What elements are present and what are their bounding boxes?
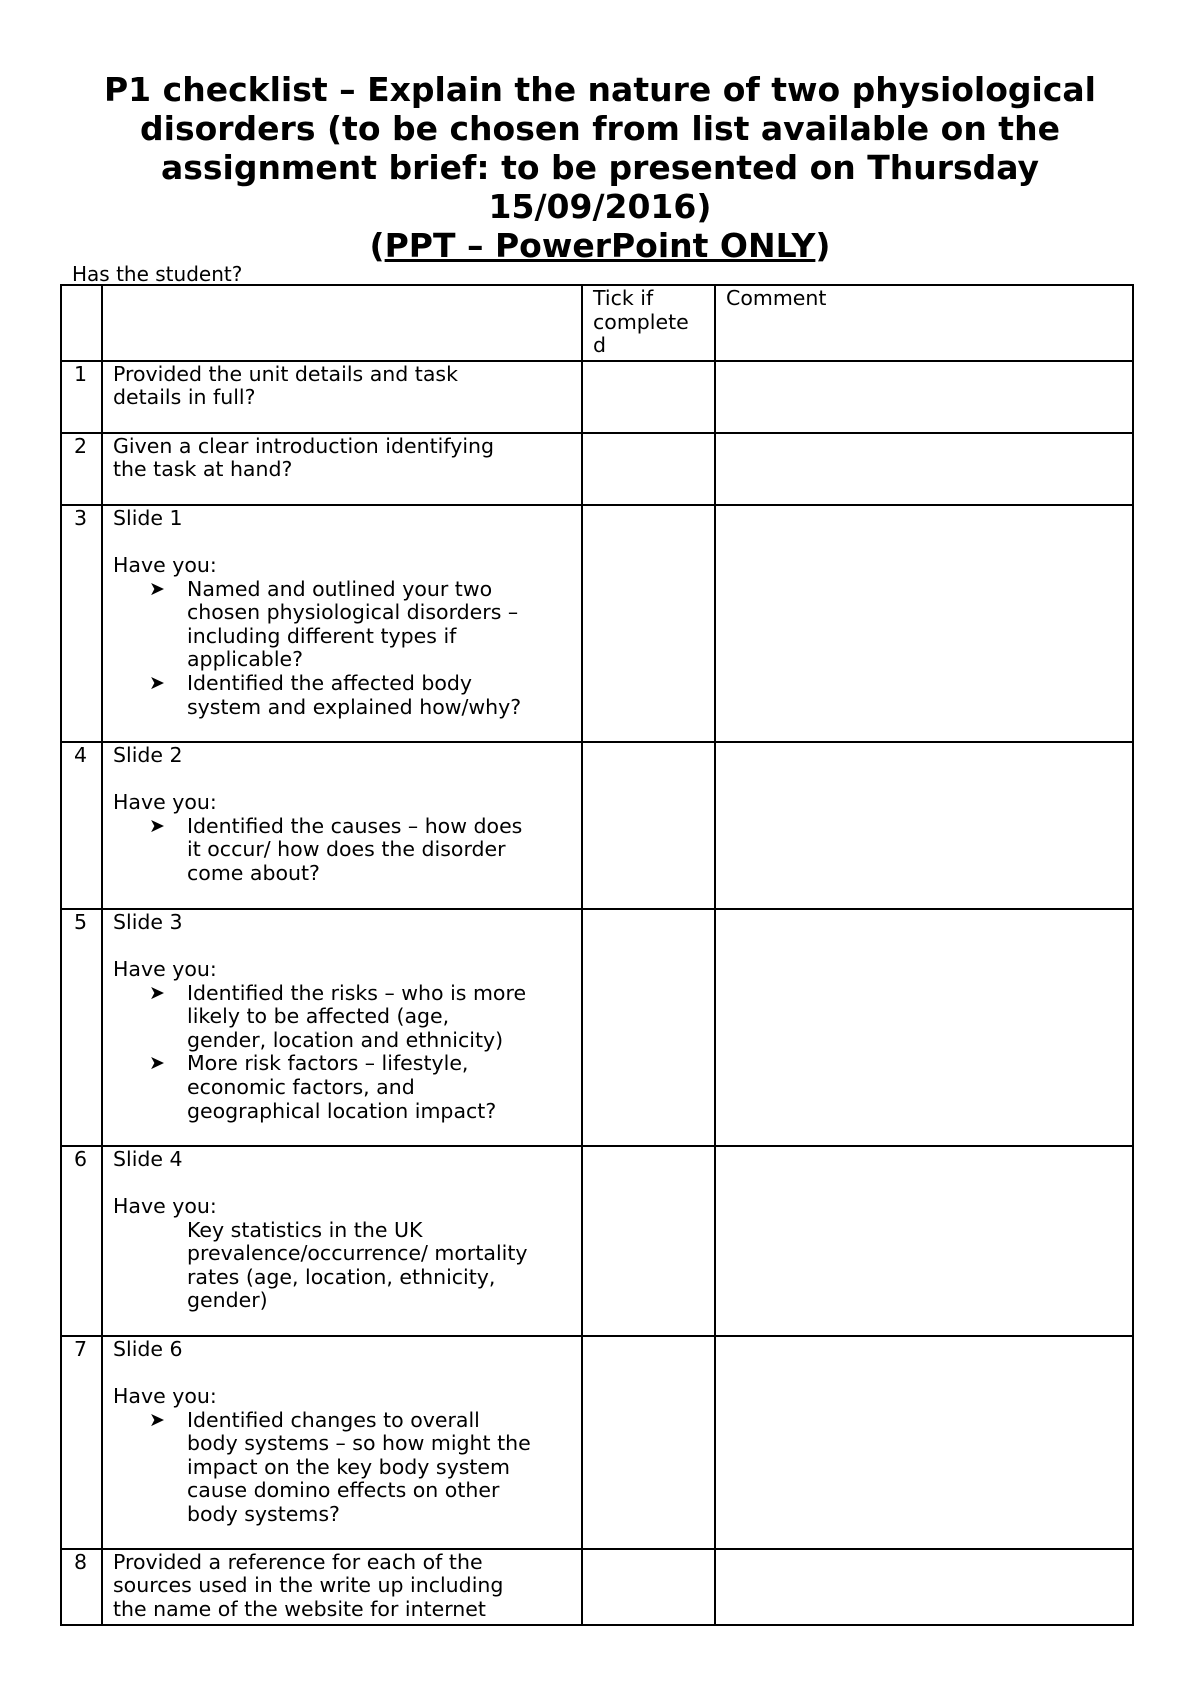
comment-cell[interactable]: [715, 1336, 1133, 1549]
have-you-prompt: Have you:: [113, 552, 217, 577]
row-number: 6: [61, 1146, 102, 1336]
indented-item: Key statistics in the UK prevalence/occurrence/ mortality rates (age, location, ethnicity, gender): [187, 1217, 528, 1313]
row-number: 7: [61, 1336, 102, 1549]
tick-cell[interactable]: [582, 1336, 715, 1549]
title-line-4: 15/09/2016): [488, 187, 712, 226]
row-description: [102, 1146, 582, 1336]
arrowhead-bullet-icon: ➤: [149, 577, 165, 600]
arrowhead-bullet-icon: ➤: [149, 671, 165, 694]
row-number: 8: [61, 1549, 102, 1625]
tick-cell[interactable]: [582, 742, 715, 909]
arrowhead-bullet-icon: ➤: [149, 1408, 165, 1431]
tick-cell[interactable]: [582, 1146, 715, 1336]
row-number: 1: [61, 361, 102, 433]
comment-cell[interactable]: [715, 505, 1133, 742]
bullet-item: ➤ Identified the causes – how does it occur/ how does the disorder come about?: [149, 813, 523, 885]
tick-cell[interactable]: [582, 505, 715, 742]
row-number: 4: [61, 742, 102, 909]
row-number: 2: [61, 433, 102, 505]
bullet-item: ➤ Named and outlined your two chosen physiological disorders – including different types if applicable?: [149, 576, 519, 672]
header-num-cell: [61, 285, 102, 361]
arrowhead-bullet-icon: ➤: [149, 981, 165, 1004]
row-number: 3: [61, 505, 102, 742]
slide-label: Slide 6: [113, 1336, 183, 1361]
table-row: [61, 433, 1133, 505]
table-row: [61, 1549, 1133, 1625]
document-title: [60, 70, 1140, 265]
title-line-5: (PPT – PowerPoint ONLY): [369, 226, 831, 265]
slide-label: Slide 4: [113, 1146, 183, 1171]
bullet-item: ➤ More risk factors – lifestyle, economic factors, and geographical location impact?: [149, 1051, 497, 1123]
comment-cell[interactable]: [715, 1146, 1133, 1336]
tick-cell[interactable]: [582, 909, 715, 1146]
have-you-prompt: Have you:: [113, 956, 217, 981]
comment-cell[interactable]: [715, 742, 1133, 909]
comment-cell[interactable]: [715, 1549, 1133, 1625]
title-line-3: assignment brief: to be presented on Thursday: [160, 148, 1040, 187]
header-tick: Tick if complete d: [582, 285, 715, 361]
tick-cell[interactable]: [582, 433, 715, 505]
row-description: [102, 909, 582, 1146]
title-line-1: P1 checklist – Explain the nature of two physiological: [104, 70, 1096, 109]
slide-label: Slide 3: [113, 909, 183, 934]
row-description: [102, 742, 582, 909]
lead-question: Has the student?: [72, 262, 243, 286]
table-row: [61, 909, 1133, 1146]
have-you-prompt: Have you:: [113, 1383, 217, 1408]
have-you-prompt: Have you:: [113, 789, 217, 814]
table-row: [61, 742, 1133, 909]
table-row: [61, 505, 1133, 742]
comment-cell[interactable]: [715, 361, 1133, 433]
row-description: Given a clear introduction identifying the task at hand?: [102, 433, 582, 505]
header-row: [61, 285, 1133, 361]
arrowhead-bullet-icon: ➤: [149, 814, 165, 837]
row-description: Provided the unit details and task details in full?: [102, 361, 582, 433]
row-description: Provided a reference for each of the sources used in the write up including the name of the website for internet: [102, 1549, 582, 1625]
comment-cell[interactable]: [715, 909, 1133, 1146]
bullet-item: ➤ Identified the affected body system and explained how/why?: [149, 670, 522, 719]
bullet-item: ➤ Identified the risks – who is more likely to be affected (age, gender, location and ethnicity): [149, 980, 527, 1052]
table-row: [61, 1146, 1133, 1336]
row-number: 5: [61, 909, 102, 1146]
slide-label: Slide 1: [113, 505, 183, 530]
header-comment: Comment: [715, 285, 1133, 361]
header-desc-cell: [102, 285, 582, 361]
title-line-2: disorders (to be chosen from list available on the: [140, 109, 1060, 148]
arrowhead-bullet-icon: ➤: [149, 1052, 165, 1075]
table-row: [61, 361, 1133, 433]
have-you-prompt: Have you:: [113, 1193, 217, 1218]
table-row: [61, 1336, 1133, 1549]
title-ppt-note: PPT – PowerPoint ONLY: [384, 226, 816, 265]
tick-cell[interactable]: [582, 361, 715, 433]
slide-label: Slide 2: [113, 742, 183, 767]
tick-cell[interactable]: [582, 1549, 715, 1625]
row-description: [102, 505, 582, 742]
bullet-item: ➤ Identified changes to overall body systems – so how might the impact on the key body system cause domino effects on other body systems?: [149, 1407, 531, 1526]
row-description: [102, 1336, 582, 1549]
comment-cell[interactable]: [715, 433, 1133, 505]
checklist-table: [60, 284, 1134, 1626]
